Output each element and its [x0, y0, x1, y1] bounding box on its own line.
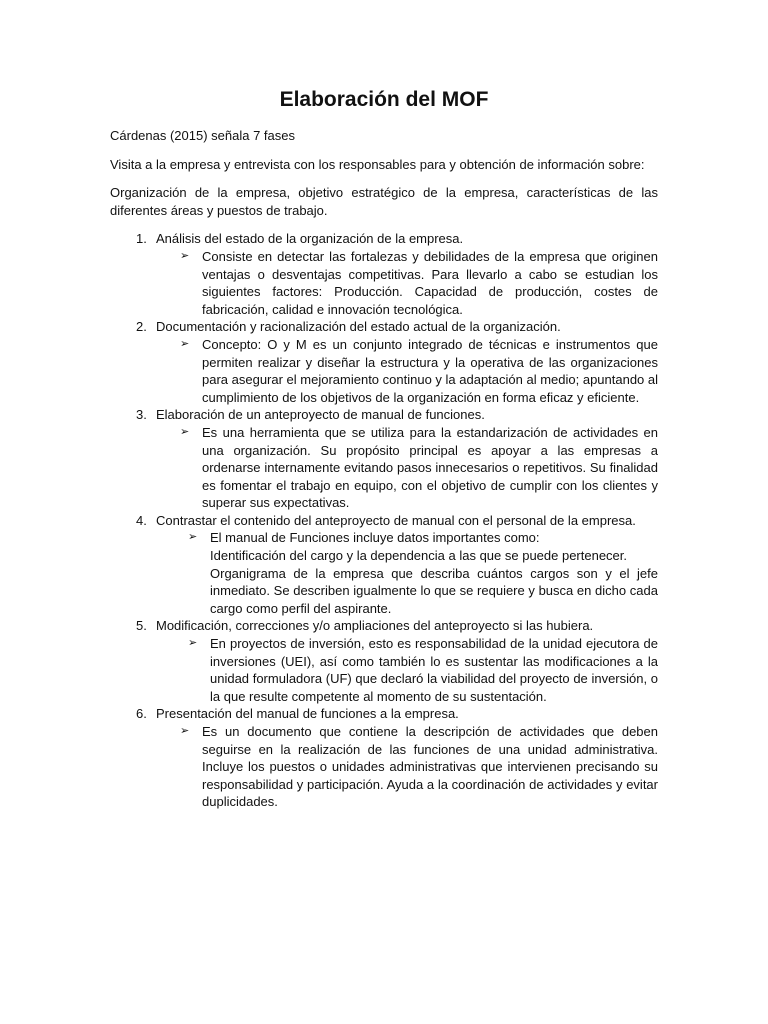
phase-item	[110, 230, 658, 318]
phase-detail-text: Identificación del cargo y la dependencia a las que se puede pertenecer.	[210, 548, 628, 564]
arrow-bullet-icon: ➢	[188, 637, 198, 650]
document-body	[110, 86, 658, 811]
intro-paragraph: Cárdenas (2015) señala 7 fases	[110, 128, 296, 143]
arrow-bullet-icon: ➢	[180, 337, 190, 350]
phase-bullet-text: Es un documento que contiene la descripción de actividades que deben seguirse en la realización de las funciones de una unidad administrativa. Incluye los puestos o unidades administrativas que intervienen precisando su responsabilidad y participación. Ayuda a la coordinación de actividades y evitar duplicidades.	[202, 724, 658, 810]
phase-title: Documentación y racionalización del estado actual de la organización.	[156, 319, 561, 335]
phase-title: Contrastar el contenido del anteproyecto de manual con el personal de la empresa.	[156, 512, 636, 528]
phase-title: Modificación, correcciones y/o ampliaciones del anteproyecto si las hubiera.	[156, 618, 594, 634]
phase-item	[110, 318, 658, 406]
phase-number: 1.	[136, 231, 147, 247]
phase-item	[110, 617, 658, 705]
phase-bullet-text: En proyectos de inversión, esto es responsabilidad de la unidad ejecutora de inversiones (UEI), así como también lo es sustentar las modificaciones a la unidad formuladora (UF) que declaró la viabilidad del proyecto de inversión, o la que resulte competente al momento de su sustentación.	[210, 636, 658, 704]
phase-item	[110, 705, 658, 811]
phase-bullet-text: El manual de Funciones incluye datos importantes como:	[210, 530, 540, 546]
intro-paragraph: Organización de la empresa, objetivo estratégico de la empresa, características de las diferentes áreas y puestos de trabajo.	[110, 185, 658, 218]
intro-paragraph: Visita a la empresa y entrevista con los responsables para y obtención de información sobre:	[110, 156, 645, 172]
phase-title: Análisis del estado de la organización de la empresa.	[156, 231, 464, 247]
phase-number: 2.	[136, 319, 147, 335]
phase-item	[110, 406, 658, 512]
phase-item	[110, 512, 658, 618]
phase-list	[110, 230, 658, 811]
document-title: Elaboración del MOF	[279, 88, 489, 111]
phase-detail-text: Organigrama de la empresa que describa cuántos cargos son y el jefe inmediato. Se describen igualmente lo que se requiere y busca en dicho cada cargo como perfil del aspirante.	[210, 565, 658, 616]
phase-bullet-text: Es una herramienta que se utiliza para la estandarización de actividades en una organización. Su propósito principal es apoyar a las empresas a ordenarse internamente evitando pasos innecesarios o repetitivos. Su finalidad es fomentar el trabajo en equipo, con el objetivo de cumplir con los clientes y superar sus expectativas.	[202, 424, 658, 511]
phase-title: Elaboración de un anteproyecto de manual de funciones.	[156, 407, 485, 423]
phase-number: 4.	[136, 512, 147, 528]
phase-bullet-text: Consiste en detectar las fortalezas y debilidades de la empresa que originen ventajas o desventajas competitivas. Para llevarlo a cabo se estudian los siguientes factores: Producción. Capacidad de producción, costes de fabricación, calidad e innovación tecnológica.	[202, 248, 658, 317]
arrow-bullet-icon: ➢	[180, 249, 190, 262]
arrow-bullet-icon: ➢	[180, 725, 190, 737]
phase-number: 5.	[136, 618, 147, 634]
arrow-bullet-icon: ➢	[180, 425, 190, 438]
phase-bullet-text: Concepto: O y M es un conjunto integrado de técnicas e instrumentos que permiten realizar y diseñar la estructura y la operativa de las organizaciones para asegurar el mejoramiento continuo y la adaptación al medio; apuntando al cumplimiento de los objetivos de la organización en forma eficaz y eficiente.	[202, 336, 659, 405]
phase-number: 6.	[136, 706, 147, 722]
arrow-bullet-icon: ➢	[188, 531, 198, 544]
phase-number: 3.	[136, 407, 147, 423]
phase-title: Presentación del manual de funciones a la empresa.	[156, 706, 459, 722]
